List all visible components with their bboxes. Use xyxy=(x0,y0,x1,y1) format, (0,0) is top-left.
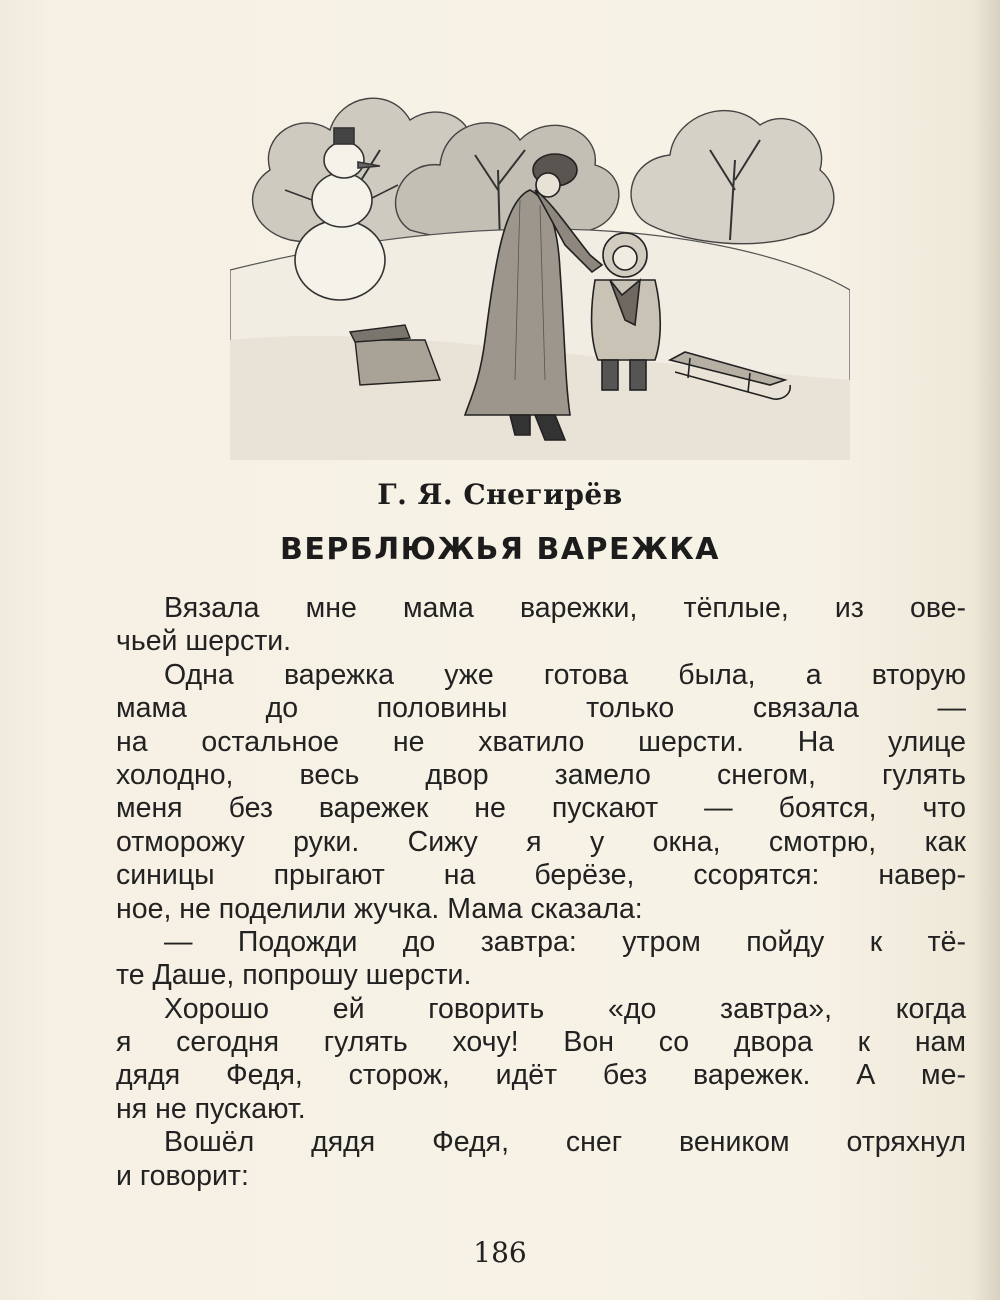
paragraph xyxy=(116,926,966,993)
text-line: холодно, весь двор замело снегом, гулять xyxy=(116,758,966,791)
text-line: меня без варежек не пускают — боятся, что xyxy=(116,792,966,825)
text-line: синицы прыгают на берёзе, ссорятся: навер- xyxy=(116,859,966,892)
text-line: на остальное не хватило шерсти. На улице xyxy=(116,725,966,758)
text-line: ня не пускают. xyxy=(116,1092,306,1125)
paragraph xyxy=(116,1126,966,1193)
winter-scene-illustration xyxy=(230,40,850,460)
text-line: те Даше, попрошу шерсти. xyxy=(116,959,472,992)
story-text xyxy=(116,592,966,1193)
text-line: — Подожди до завтра: утром пойду к тё- xyxy=(164,925,966,958)
tree-cluster-right xyxy=(631,111,834,244)
page-number: 186 xyxy=(473,1236,527,1269)
text-line: мама до половины только связала — xyxy=(116,692,966,725)
author-name: Г. Я. Снегирёв xyxy=(377,478,623,511)
paragraph xyxy=(116,592,966,659)
text-line: ное, не поделили жучка. Мама сказала: xyxy=(116,892,643,925)
text-line: и говорит: xyxy=(116,1159,249,1192)
text-line: Хорошо ей говорить «до завтра», когда xyxy=(164,992,966,1025)
text-line: чьей шерсти. xyxy=(116,625,292,658)
story-title: ВЕРБЛЮЖЬЯ ВАРЕЖКА xyxy=(279,532,720,567)
text-line: Одна варежка уже готова была, а вторую xyxy=(164,658,966,691)
text-line: Вязала мне мама варежки, тёплые, из ове- xyxy=(164,592,966,624)
page-edge-shadow xyxy=(972,0,1000,1300)
text-line: я сегодня гулять хочу! Вон со двора к нам xyxy=(116,1026,966,1059)
paragraph xyxy=(116,659,966,926)
text-line: Вошёл дядя Федя, снег веником отряхнул xyxy=(164,1126,966,1159)
paragraph xyxy=(116,993,966,1127)
text-line: дядя Федя, сторож, идёт без варежек. А ме- xyxy=(116,1059,966,1092)
text-line: отморожу руки. Сижу я у окна, смотрю, как xyxy=(116,825,966,858)
